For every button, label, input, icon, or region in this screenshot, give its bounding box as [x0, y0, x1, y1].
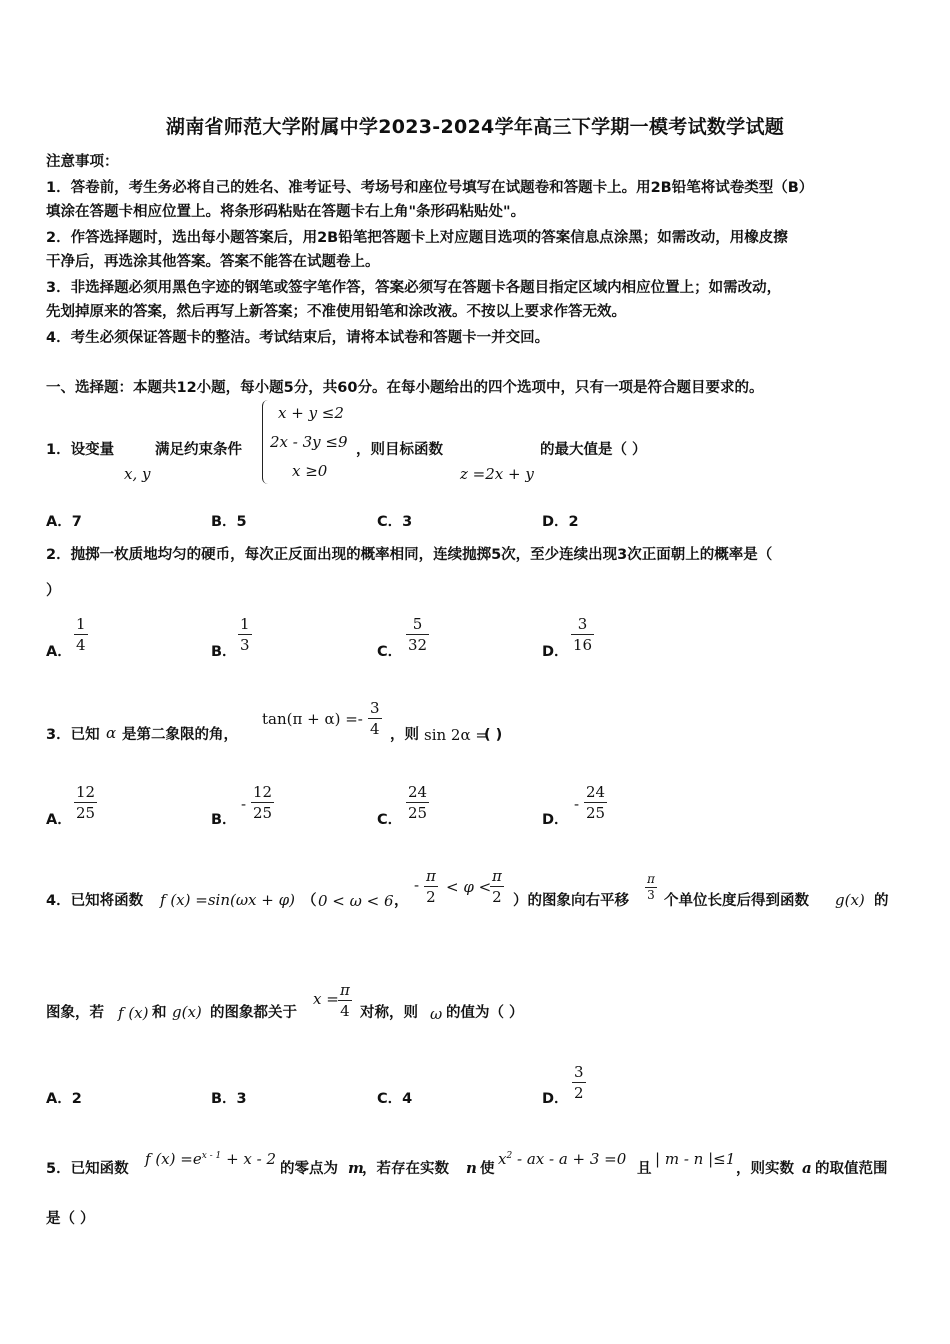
- q3-text-4: ( ): [484, 727, 503, 743]
- q2-option-c-frac: $\frac{5}{32}$: [408, 615, 428, 654]
- q3-option-a: A．: [46, 812, 72, 828]
- q2-option-d: D．: [542, 644, 569, 660]
- q5-text-6: ，则实数: [736, 1161, 794, 1177]
- q1-objective: z =2x + y: [460, 465, 534, 483]
- q4-text-10: 对称，则: [360, 1005, 418, 1021]
- q3-option-c: C．: [377, 812, 403, 828]
- q3-tan-expression: tan(π + α) =-: [262, 710, 363, 728]
- q1-constraint-2: 2x - 3y ≤9: [270, 433, 348, 451]
- q5-m: m: [348, 1159, 364, 1177]
- q1-vars: x, y: [124, 465, 151, 483]
- q4-option-a: A．2: [46, 1091, 82, 1107]
- q5-abs-condition: | m - n |≤1: [655, 1150, 736, 1168]
- q3-option-c-frac: $\frac{24}{25}$: [408, 783, 428, 822]
- q5-text-7: 的取值范围: [815, 1161, 888, 1177]
- q1-text-3: ，则目标函数: [356, 442, 443, 458]
- q4-omega-range: 0 < ω < 6: [318, 892, 394, 910]
- q2-option-b: B．: [211, 644, 237, 660]
- notice-line-4: 干净后，再选涂其他答案。答案不能答在试题卷上。: [46, 254, 380, 270]
- q3-alpha: α: [106, 724, 117, 742]
- q5-text-2: 的零点为: [280, 1161, 338, 1177]
- q4-option-d: D．: [542, 1091, 569, 1107]
- q1-option-b: B．5: [211, 514, 247, 530]
- notice-line-3: 2．作答选择题时，选出每小题答案后，用2B铅笔把答题卡上对应题目选项的答案信息点涂黑；如需改动，用橡皮擦: [46, 230, 788, 246]
- q5-function: f $(x) =e^{x - 1} + x - 2$: [145, 1150, 277, 1168]
- q3-option-d-frac: $\frac{24}{25}$: [586, 783, 606, 822]
- q3-text-3: ，则: [390, 727, 419, 743]
- q5-text-3: ，若存在实数: [362, 1161, 449, 1177]
- q2-text-2: ）: [46, 583, 61, 599]
- q4-pi-over-3: $\frac{\pi}{3}$: [647, 872, 655, 902]
- q4-text-2: （: [302, 893, 317, 909]
- notice-line-1: 1．答卷前，考生务必将自己的姓名、准考证号、考场号和座位号填写在试题卷和答题卡上。用2B铅笔将试卷类型（B）: [46, 180, 814, 196]
- q2-option-c: C．: [377, 644, 403, 660]
- q4-gx: g(x): [172, 1003, 202, 1021]
- q5-n: n: [466, 1159, 477, 1177]
- q3-text-2: 是第二象限的角，: [122, 727, 238, 743]
- q4-function-g: g(x): [835, 891, 865, 909]
- q2-option-a: A．: [46, 644, 72, 660]
- q5-a: a: [802, 1159, 812, 1177]
- q3-option-b-frac: $\frac{12}{25}$: [253, 783, 273, 822]
- q2-option-a-frac: $\frac{1}{4}$: [76, 615, 86, 654]
- q4-text-6: 的: [874, 893, 889, 909]
- q4-fx: f (x): [118, 1004, 149, 1022]
- q3-sin-expression: sin 2α =: [424, 726, 488, 744]
- notice-line-2: 填涂在答题卡相应位置上。将条形码粘贴在答题卡右上角"条形码粘贴处"。: [46, 204, 526, 220]
- q1-text-1: 1．设变量: [46, 442, 115, 458]
- q3-option-b: B．: [211, 812, 237, 828]
- q4-option-b: B．3: [211, 1091, 247, 1107]
- q5-text-1: 5．已知函数: [46, 1161, 129, 1177]
- q1-option-a: A．7: [46, 514, 82, 530]
- q1-option-d: D．2: [542, 514, 579, 530]
- q3-text-1: 3．已知: [46, 727, 100, 743]
- q4-pi-over-2-b: $\frac{\pi}{2}$: [492, 867, 502, 906]
- q4-option-c: C．4: [377, 1091, 413, 1107]
- q5-text-8: 是（ ）: [46, 1211, 95, 1227]
- page-title: 湖南省师范大学附属中学2023-2024学年高三下学期一模考试数学试题: [165, 116, 785, 138]
- q2-text-1: 2．抛掷一枚质地均匀的硬币，每次正反面出现的概率相同，连续抛掷5次，至少连续出现3次正面朝上的概率是（: [46, 547, 773, 563]
- q5-equation: $x^2$ - ax - a + 3 =0: [498, 1150, 627, 1168]
- notice-line-5: 3．非选择题必须用黑色字迹的钢笔或签字笔作答，答案必须写在答题卡各题目指定区域内相应位置上；如需改动，: [46, 280, 782, 296]
- q1-option-c: C．3: [377, 514, 413, 530]
- q1-text-4: 的最大值是（ ）: [540, 442, 647, 458]
- section-heading: 一、选择题：本题共12小题，每小题5分，共60分。在每小题给出的四个选项中，只有一项是符合题目要求的。: [46, 380, 764, 396]
- q4-option-d-frac: $\frac{3}{2}$: [574, 1063, 584, 1102]
- q3-option-b-sign: -: [241, 795, 247, 813]
- q2-option-b-frac: $\frac{1}{3}$: [240, 615, 250, 654]
- q1-text-2: 满足约束条件: [155, 442, 242, 458]
- q4-text-3: ，: [394, 893, 409, 909]
- q4-text-11: 的值为（ ）: [446, 1005, 524, 1021]
- q2-option-d-frac: $\frac{3}{16}$: [573, 615, 593, 654]
- q4-phi-range: < φ <: [446, 878, 492, 896]
- notice-line-6: 先划掉原来的答案，然后再写上新答案；不准使用铅笔和涂改液。不按以上要求作答无效。: [46, 304, 626, 320]
- q4-omega: ω: [430, 1005, 443, 1023]
- q4-text-1: 4．已知将函数: [46, 893, 144, 909]
- q1-constraint-3: x ≥0: [292, 462, 328, 480]
- q3-option-d-sign: -: [574, 795, 580, 813]
- q3-option-d: D．: [542, 812, 569, 828]
- q3-tan-frac: $\frac{3}{4}$: [370, 699, 380, 738]
- q5-text-4: 使: [480, 1161, 495, 1177]
- q3-option-a-frac: $\frac{12}{25}$: [76, 783, 96, 822]
- q4-text-7: 图象，若: [46, 1005, 104, 1021]
- q4-text-4: ）的图象向右平移: [513, 893, 629, 909]
- q4-text-8: 和: [152, 1005, 167, 1021]
- q4-neg-sign: -: [414, 876, 420, 894]
- q4-text-5: 个单位长度后得到函数: [664, 893, 809, 909]
- notice-heading: 注意事项：: [46, 154, 119, 170]
- q1-constraint-1: x + y ≤2: [278, 404, 344, 422]
- q5-text-5: 且: [637, 1161, 652, 1177]
- q4-text-9: 的图象都关于: [210, 1005, 297, 1021]
- q4-pi-over-2-a: $\frac{\pi}{2}$: [426, 867, 436, 906]
- notice-line-7: 4．考生必须保证答题卡的整洁。考试结束后，请将本试卷和答题卡一并交回。: [46, 330, 550, 346]
- q4-function-f: f (x) =sin(ωx + φ): [160, 891, 295, 909]
- q4-x-equals: x =: [313, 990, 339, 1008]
- q4-pi-over-4: $\frac{\pi}{4}$: [340, 981, 350, 1020]
